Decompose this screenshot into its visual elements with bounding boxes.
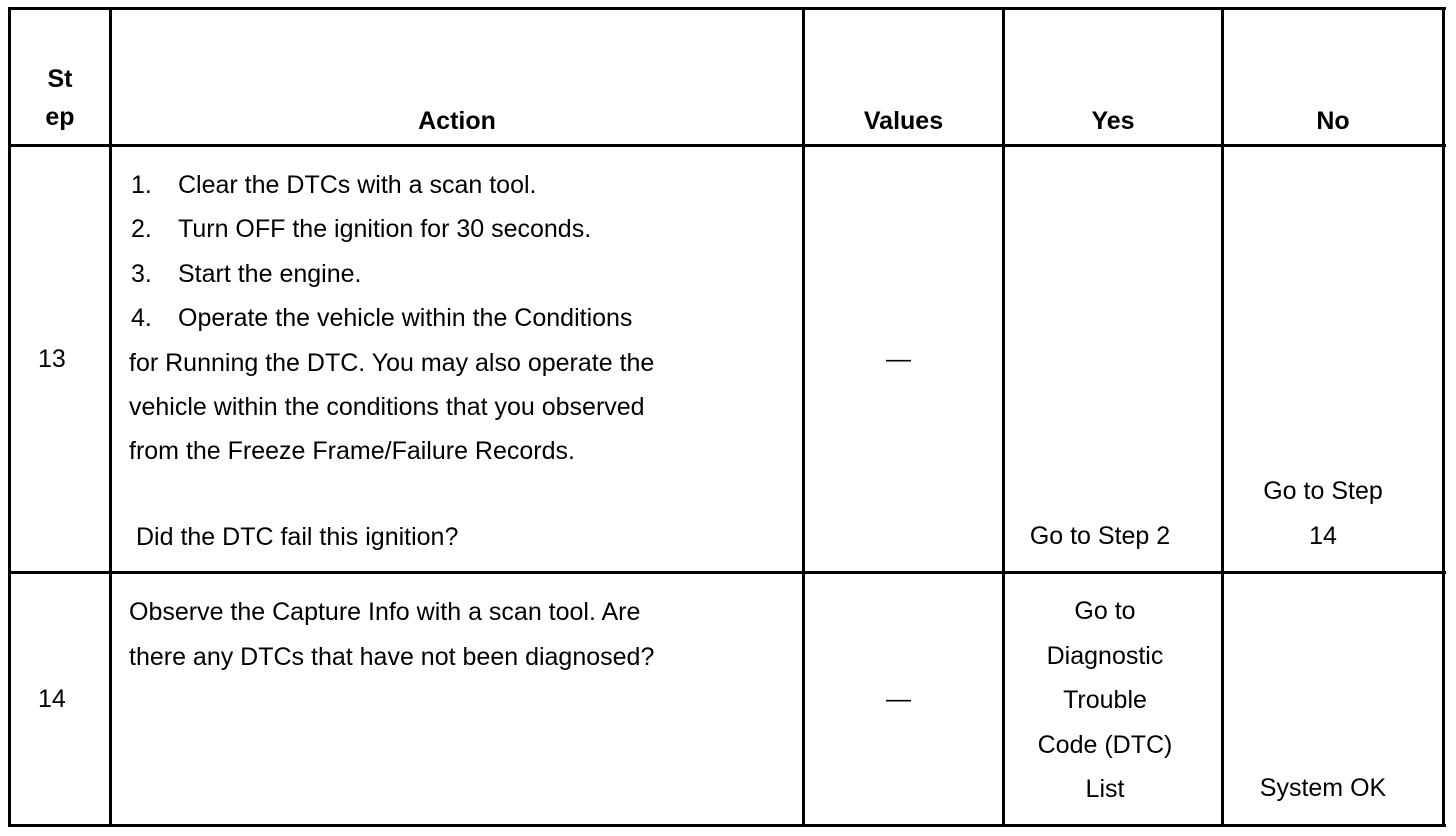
header-row-divider: [8, 144, 1446, 147]
no-cell-line: Go to Step: [1263, 477, 1383, 505]
action-question: Did the DTC fail this ignition?: [136, 523, 459, 551]
action-item-text: Start the engine.: [178, 260, 362, 288]
action-item-number: 4.: [131, 304, 152, 332]
action-item-text: Clear the DTCs with a scan tool.: [178, 171, 537, 199]
header-step-line2: ep: [45, 103, 75, 131]
action-item-text: Operate the vehicle within the Conditions: [178, 304, 633, 332]
step-number-13: 13: [38, 345, 66, 373]
values-cell-13: —: [886, 345, 911, 373]
table-border-right: [1442, 7, 1445, 827]
action-item-2: [131, 215, 591, 244]
action-item-number: 3.: [131, 260, 152, 288]
no-cell-14: System OK: [1259, 774, 1387, 802]
action-item-1: [131, 171, 536, 200]
action-continuation-line: for Running the DTC. You may also operate the: [129, 349, 655, 377]
header-no: No: [1316, 107, 1350, 135]
header-values: Values: [863, 107, 944, 135]
action-continuation-line: vehicle within the conditions that you observed: [129, 393, 645, 421]
row-divider: [8, 571, 1446, 574]
step-number-14: 14: [38, 685, 66, 713]
table-border-top: [8, 7, 1446, 10]
values-cell-14: —: [886, 685, 911, 713]
action-line: there any DTCs that have not been diagnosed?: [129, 643, 655, 671]
yes-cell-14: [1005, 589, 1205, 812]
yes-cell-line: Diagnostic: [1046, 641, 1164, 670]
yes-cell-line: List: [1085, 775, 1125, 803]
yes-cell-line: Trouble: [1063, 686, 1147, 714]
action-item-4: [131, 304, 632, 333]
yes-cell-line: Code (DTC): [1037, 730, 1173, 759]
action-item-number: 1.: [131, 171, 152, 199]
action-continuation-line: from the Freeze Frame/Failure Records.: [129, 437, 575, 465]
action-item-text: Turn OFF the ignition for 30 seconds.: [178, 215, 592, 243]
action-item-number: 2.: [131, 215, 152, 243]
action-item-3: [131, 260, 361, 289]
header-step: [11, 60, 109, 136]
table-border-bottom: [8, 824, 1446, 827]
no-cell-13: [1224, 469, 1422, 558]
no-cell-line: 14: [1309, 521, 1337, 550]
action-line: Observe the Capture Info with a scan tool. Are: [129, 598, 641, 626]
header-yes: Yes: [1091, 107, 1135, 135]
header-action: Action: [418, 107, 496, 135]
yes-cell-13: Go to Step 2: [1029, 522, 1171, 550]
yes-cell-line: Go to: [1074, 597, 1136, 625]
header-step-line1: St: [47, 65, 73, 93]
